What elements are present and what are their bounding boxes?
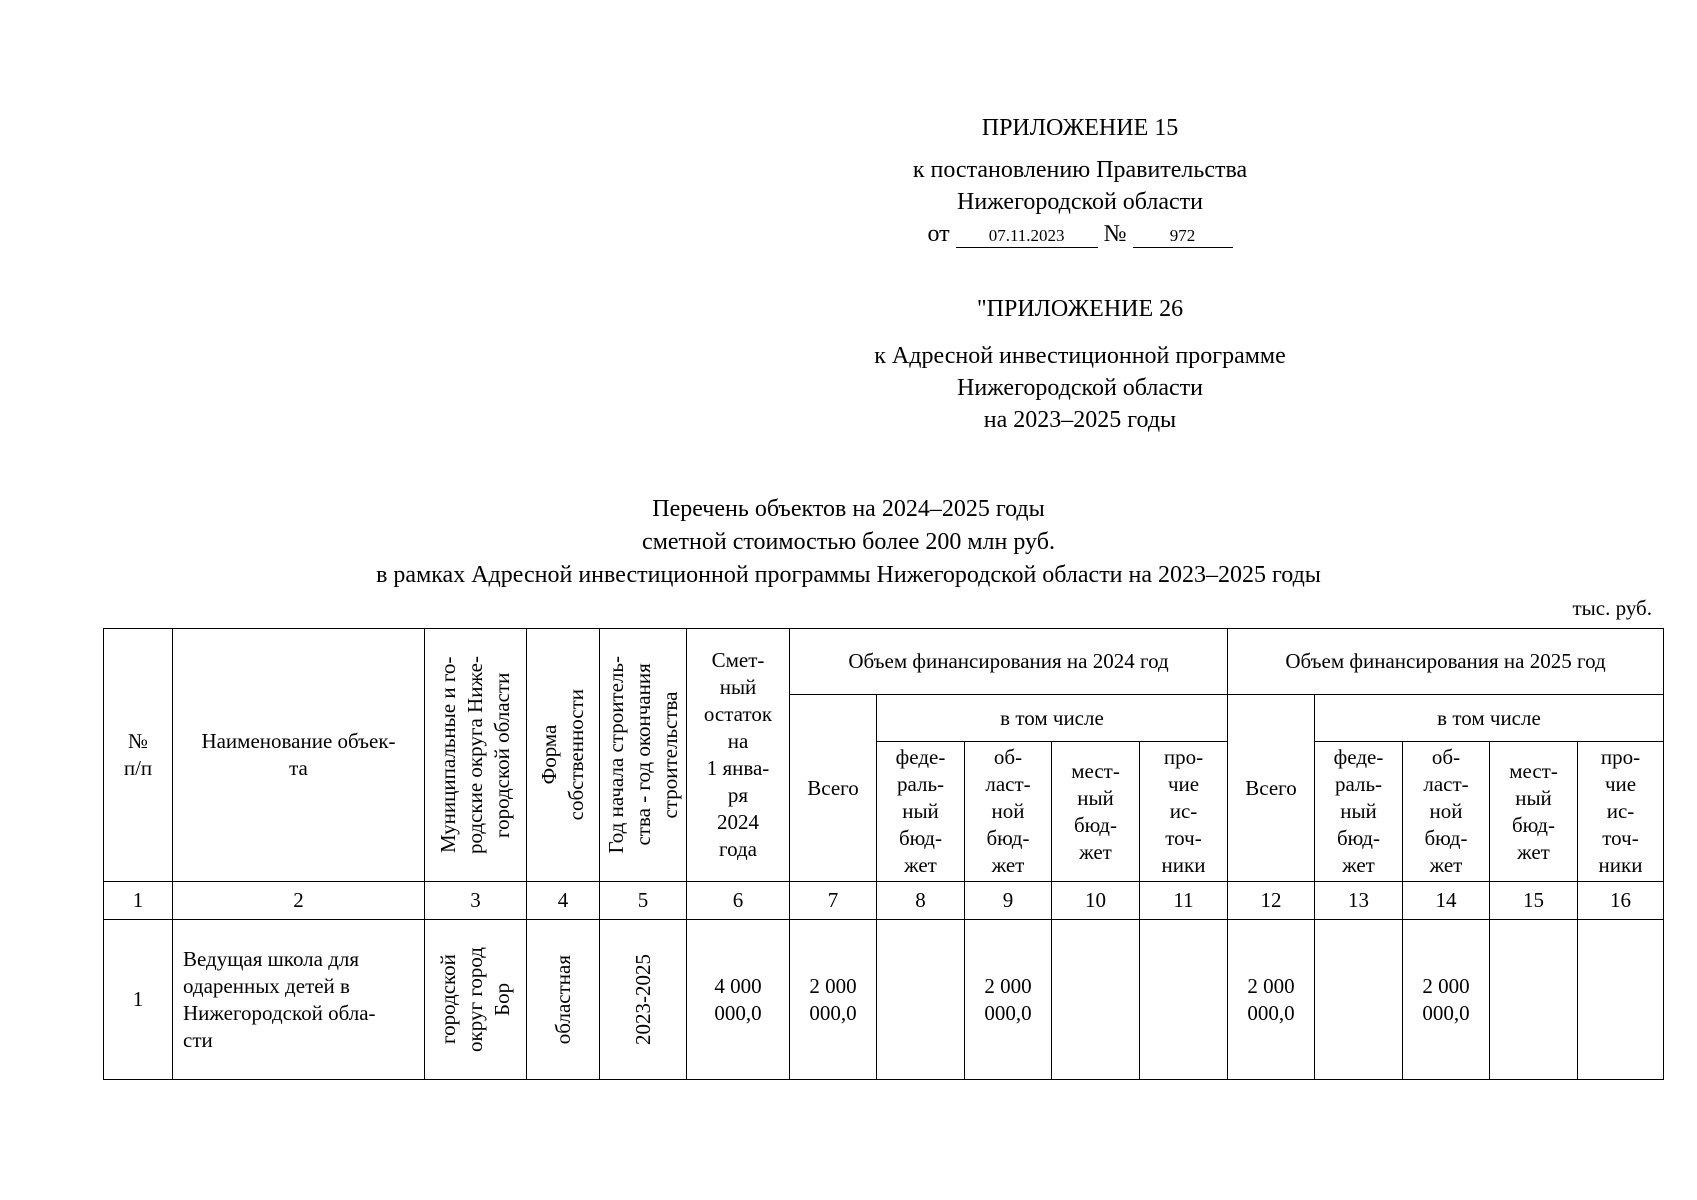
column-number: 6 [687, 882, 790, 920]
appendix-26-block [870, 293, 1290, 436]
header-num: № п/п [104, 629, 173, 882]
header-years [600, 629, 687, 882]
column-number: 13 [1315, 882, 1403, 920]
column-number: 10 [1052, 882, 1140, 920]
header-municipal [425, 629, 527, 882]
header-other-2024: про- чие ис- точ- ники [1140, 742, 1228, 882]
header-other-2025: про- чие ис- точ- ники [1578, 742, 1664, 882]
row-federal-2025 [1315, 920, 1403, 1080]
column-number: 3 [425, 882, 527, 920]
row-local-2025 [1490, 920, 1578, 1080]
row-total-2024: 2 000 000,0 [790, 920, 877, 1080]
header-years-text: Год начала строитель- ства - год окончания строительства [603, 656, 682, 854]
row-regional-2024: 2 000 000,0 [965, 920, 1052, 1080]
row-total-2025: 2 000 000,0 [1228, 920, 1315, 1080]
appendix-15-line1: к постановлению Правительства [912, 157, 1248, 183]
row-years-text: 2023-2025 [630, 954, 655, 1045]
row-municipal [425, 920, 527, 1080]
header-name: Наименование объек- та [173, 629, 425, 882]
column-number: 11 [1140, 882, 1228, 920]
appendix-15-title: ПРИЛОЖЕНИЕ 15 [981, 115, 1179, 141]
header-total-2024: Всего [790, 695, 877, 882]
appendix-26-line3: на 2023–2025 годы [983, 407, 1177, 433]
header-total-2025: Всего [1228, 695, 1315, 882]
appendix-15-date-line [870, 218, 1290, 250]
row-ownership-text: областная [550, 954, 575, 1045]
header-row-1 [104, 629, 1664, 695]
row-regional-2025: 2 000 000,0 [1403, 920, 1490, 1080]
header-ownership-text: Форма собственности [537, 689, 588, 821]
appendix-26-title: "ПРИЛОЖЕНИЕ 26 [976, 296, 1184, 322]
header-incl-2025: в том числе [1315, 695, 1664, 742]
table-row [104, 920, 1664, 1080]
column-number: 8 [877, 882, 965, 920]
header-federal-2025: феде- раль- ный бюд- жет [1315, 742, 1403, 882]
row-municipal-text: городской округ город Бор [436, 947, 514, 1052]
row-num: 1 [104, 920, 173, 1080]
appendix-26-line2: Нижегородской области [956, 375, 1204, 401]
row-other-2025 [1578, 920, 1664, 1080]
header-municipal-text: Муниципальные и го- родские округа Ниже- городской области [436, 656, 514, 854]
appendix-15-block [870, 112, 1290, 250]
column-number: 1 [104, 882, 173, 920]
header-local-2024: мест- ный бюд- жет [1052, 742, 1140, 882]
column-number: 9 [965, 882, 1052, 920]
date-prefix: от [927, 221, 950, 247]
column-number: 7 [790, 882, 877, 920]
header-incl-2024: в том числе [877, 695, 1228, 742]
column-number: 5 [600, 882, 687, 920]
number-value: 972 [1133, 225, 1233, 248]
row-local-2024 [1052, 920, 1140, 1080]
list-title-line3: в рамках Адресной инвестиционной программы Нижегородской области на 2023–2025 годы [376, 562, 1321, 588]
row-other-2024 [1140, 920, 1228, 1080]
column-number: 4 [527, 882, 600, 920]
column-number: 14 [1403, 882, 1490, 920]
row-years [600, 920, 687, 1080]
objects-table [103, 628, 1664, 1080]
column-number: 16 [1578, 882, 1664, 920]
list-title [0, 493, 1697, 592]
appendix-15-line2: Нижегородской области [956, 189, 1204, 215]
column-number: 15 [1490, 882, 1578, 920]
column-number: 12 [1228, 882, 1315, 920]
header-regional-2025: об- ласт- ной бюд- жет [1403, 742, 1490, 882]
number-sign: № [1103, 221, 1127, 247]
header-fin-2024: Объем финансирования на 2024 год [790, 629, 1228, 695]
row-balance: 4 000 000,0 [687, 920, 790, 1080]
appendix-26-line1: к Адресной инвестиционной программе [874, 343, 1286, 369]
column-number-row [104, 882, 1664, 920]
column-number: 2 [173, 882, 425, 920]
date-value: 07.11.2023 [956, 225, 1098, 248]
header-fin-2025: Объем финансирования на 2025 год [1228, 629, 1664, 695]
list-title-line2: сметной стоимостью более 200 млн руб. [642, 529, 1055, 555]
header-regional-2024: об- ласт- ной бюд- жет [965, 742, 1052, 882]
header-federal-2024: феде- раль- ный бюд- жет [877, 742, 965, 882]
row-object-name: Ведущая школа для одаренных детей в Нижегородской обла- сти [173, 920, 425, 1080]
header-ownership [527, 629, 600, 882]
header-balance: Смет- ный остаток на 1 янва- ря 2024 года [687, 629, 790, 882]
list-title-line1: Перечень объектов на 2024–2025 годы [652, 496, 1045, 522]
row-federal-2024 [877, 920, 965, 1080]
header-local-2025: мест- ный бюд- жет [1490, 742, 1578, 882]
units-label: тыс. руб. [1572, 596, 1652, 620]
row-ownership [527, 920, 600, 1080]
